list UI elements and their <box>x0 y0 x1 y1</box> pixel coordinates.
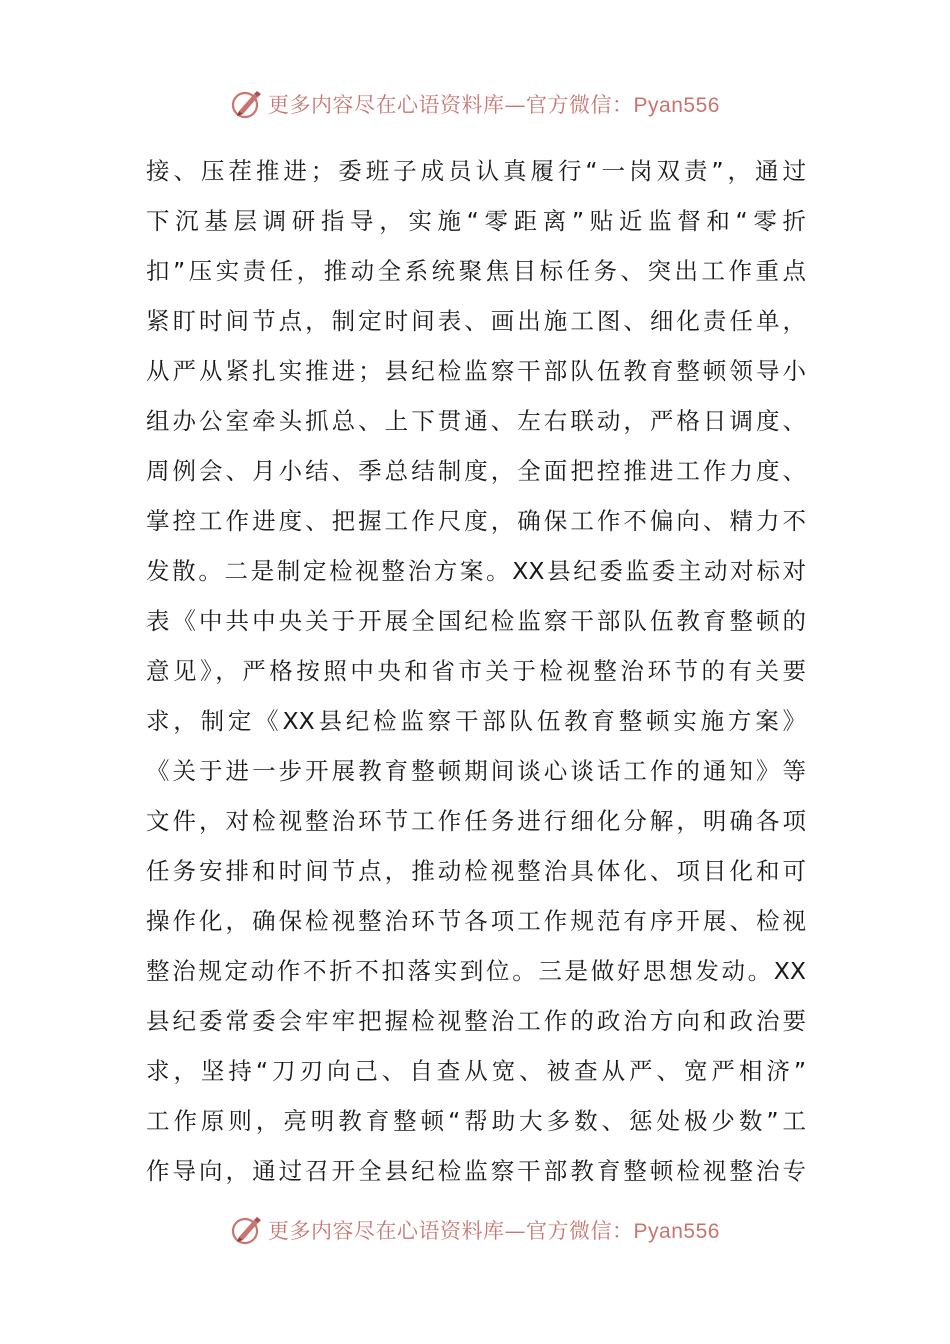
body-line: 掌控工作进度、把握工作尺度，确保工作不偏向、精力不 <box>146 507 806 535</box>
footer-watermark-text: 更多内容尽在心语资料库—官方微信：Pyan556 <box>268 1219 720 1243</box>
body-line: 整治规定动作不折不扣落实到位。三是做好思想发动。XX <box>146 957 806 985</box>
header-watermark-text: 更多内容尽在心语资料库—官方微信：Pyan556 <box>268 93 720 117</box>
body-line: 表《中共中央关于开展全国纪检监察干部队伍教育整顿的 <box>146 607 806 635</box>
footer-watermark-id: Pyan556 <box>633 1220 720 1243</box>
header-watermark-id: Pyan556 <box>633 94 720 117</box>
body-line: 从严从紧扎实推进；县纪检监察干部队伍教育整顿领导小 <box>146 357 806 385</box>
body-line: 作导向，通过召开全县纪检监察干部教育整顿检视整治专 <box>146 1157 806 1185</box>
body-line: 发散。二是制定检视整治方案。XX县纪委监委主动对标对 <box>146 557 806 585</box>
body-line: 《关于进一步开展教育整顿期间谈心谈话工作的通知》等 <box>146 757 806 785</box>
body-line: 文件，对检视整治环节工作任务进行细化分解，明确各项 <box>146 807 806 835</box>
body-line: 下沉基层调研指导，实施“零距离”贴近监督和“零折 <box>146 207 806 235</box>
body-line: 任务安排和时间节点，推动检视整治具体化、项目化和可 <box>146 857 806 885</box>
body-line: 县纪委常委会牢牢把握检视整治工作的政治方向和政治要 <box>146 1007 806 1035</box>
body-line: 组办公室牵头抓总、上下贯通、左右联动，严格日调度、 <box>146 407 806 435</box>
body-line: 操作化，确保检视整治环节各项工作规范有序开展、检视 <box>146 907 806 935</box>
body-line: 求，制定《XX县纪检监察干部队伍教育整顿实施方案》 <box>146 707 806 735</box>
body-line: 紧盯时间节点，制定时间表、画出施工图、细化责任单， <box>146 307 806 335</box>
body-line: 周例会、月小结、季总结制度，全面把控推进工作力度、 <box>146 457 806 485</box>
body-line: 意见》，严格按照中央和省市关于检视整治环节的有关要 <box>146 657 806 685</box>
document-body <box>146 146 806 1196</box>
body-line: 工作原则，亮明教育整顿“帮助大多数、惩处极少数”工 <box>146 1107 806 1135</box>
pen-logo-icon <box>230 87 264 121</box>
pen-logo-icon <box>230 1213 264 1247</box>
body-line: 扣”压实责任，推动全系统聚焦目标任务、突出工作重点 <box>146 257 806 285</box>
body-line: 接、压茬推进；委班子成员认真履行“一岗双责”，通过 <box>146 157 806 185</box>
header-watermark-banner <box>0 84 950 124</box>
footer-watermark-banner <box>0 1210 950 1250</box>
body-line: 求，坚持“刀刃向己、自查从宽、被查从严、宽严相济” <box>146 1057 806 1085</box>
